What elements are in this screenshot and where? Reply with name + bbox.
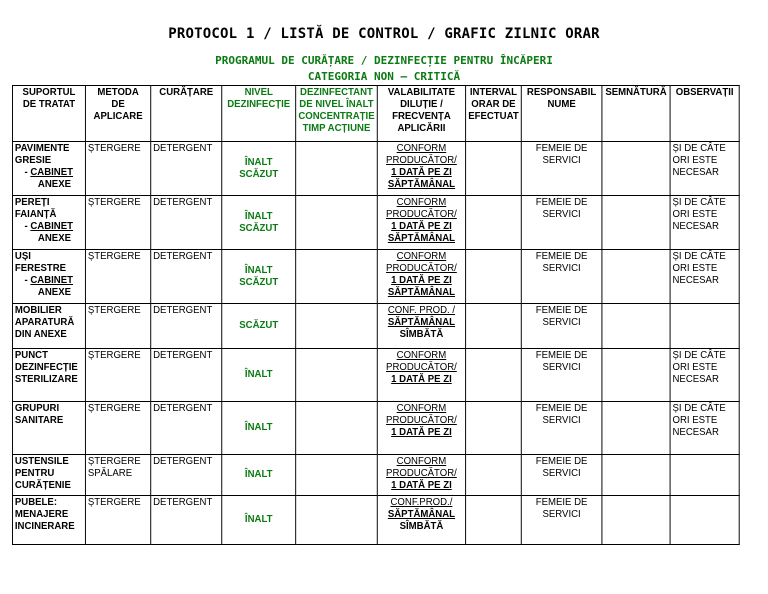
header-line: DEZINFECTANT [300,87,373,98]
cell-nivel [222,455,296,496]
table-header-row [12,86,739,142]
observatii-line: ȘI DE CÂTE [672,403,726,414]
header-nivel [222,86,296,142]
cell-observatii [670,349,739,402]
cell-nivel [222,304,296,349]
responsabil-line: SERVICI [542,209,581,220]
cell-valabilitate [377,304,465,349]
metoda-line: ȘTERGERE [87,197,141,208]
header-line: EFECTUAT [468,111,519,122]
nivel-line: SCĂZUT [239,222,279,234]
observatii-line: ORI ESTE [672,263,718,274]
cell-curatare [151,304,222,349]
cell-semnatura [602,142,670,196]
suport-sub-label: CABINET [30,221,74,232]
suport-line: PUNCT [14,350,48,361]
metoda-line: ȘTERGERE [87,251,141,262]
cell-responsabil [521,402,602,455]
header-metoda [85,86,150,142]
cell-suport [12,496,85,545]
suport-line: APARATURĂ [14,317,75,328]
table-row [12,349,739,402]
suport-line: CURĂȚENIE [14,480,71,491]
cell-interval [466,196,522,250]
curatare-value: DETERGENT [153,456,213,467]
header-line: NUME [547,99,576,110]
header-dezinfectant [296,86,378,142]
cell-semnatura [602,304,670,349]
valabilitate-line: CONFORM [396,251,447,262]
cell-observatii [670,455,739,496]
table-row [12,402,739,455]
valabilitate-line: 1 DATĂ PE ZI [391,427,452,438]
responsabil-line: SERVICI [542,317,581,328]
valabilitate-line: 1 DATĂ PE ZI [391,167,452,178]
cell-valabilitate [377,402,465,455]
responsabil-line: SERVICI [542,509,581,520]
curatare-value: DETERGENT [153,197,213,208]
valabilitate-line: CONF. PROD. / [387,305,456,316]
cell-curatare [151,455,222,496]
metoda-line: ȘTERGERE [87,497,141,508]
cell-curatare [151,142,222,196]
valabilitate-line: 1 DATĂ PE ZI [391,480,452,491]
curatare-value: DETERGENT [153,305,213,316]
header-semnatura [602,86,670,142]
valabilitate-line: 1 DATĂ PE ZI [391,275,452,286]
valabilitate-line: PRODUCĂTOR/ [386,362,457,373]
header-line: METODA [97,87,139,98]
suport-subline: - CABINET [24,167,74,178]
table-row [12,250,739,304]
cell-dezinfectant [296,196,378,250]
cell-interval [466,304,522,349]
responsabil-line: SERVICI [542,415,581,426]
cell-nivel [222,250,296,304]
cell-responsabil [521,349,602,402]
header-line: DE TRATAT [22,99,76,110]
suport-line: INCINERARE [14,521,75,532]
cell-nivel [222,142,296,196]
nivel-line: ÎNALT [244,264,273,276]
curatare-value: DETERGENT [153,350,213,361]
nivel-line: ÎNALT [244,210,273,222]
cell-responsabil [521,250,602,304]
cell-curatare [151,250,222,304]
suport-line: MOBILIER [14,305,62,316]
cell-responsabil [521,196,602,250]
observatii-line: ORI ESTE [672,155,718,166]
metoda-line: ȘTERGERE [87,456,141,467]
header-line: NIVEL [244,87,273,98]
suport-subline: - CABINET [24,275,74,286]
cell-suport [12,455,85,496]
nivel-line: SCĂZUT [239,276,279,288]
valabilitate-line: PRODUCĂTOR/ [386,415,457,426]
cell-metoda [85,455,150,496]
header-line: SUPORTUL [22,87,76,98]
suport-line: PUBELE: [14,497,58,508]
responsabil-line: SERVICI [542,155,581,166]
document-title: PROTOCOL 1 / LISTĂ DE CONTROL / GRAFIC ZILNIC ORAR [168,26,600,42]
suport-line: FAIANȚĂ [14,209,57,220]
suport-line: USTENSILE [14,456,69,467]
cell-valabilitate [377,142,465,196]
observatii-line: ȘI DE CÂTE [672,143,726,154]
cell-metoda [85,349,150,402]
cell-responsabil [521,455,602,496]
suport-line: DIN ANEXE [14,329,67,340]
cell-dezinfectant [296,349,378,402]
suport-line: PENTRU [14,468,55,479]
cell-metoda [85,142,150,196]
cell-suport [12,142,85,196]
cell-semnatura [602,496,670,545]
observatii-line: ȘI DE CÂTE [672,251,726,262]
suport-line: GRESIE [14,155,52,166]
table-row [12,496,739,545]
header-line: VALABILITATE [387,87,456,98]
valabilitate-line: CONFORM [396,456,447,467]
suport-line: DEZINFECȚIE [14,362,78,373]
observatii-line: NECESAR [672,167,719,178]
cell-suport [12,250,85,304]
responsabil-line: FEMEIE DE [535,251,588,262]
nivel-line: SCĂZUT [239,320,279,331]
cell-semnatura [602,349,670,402]
cell-suport [12,349,85,402]
cell-nivel [222,402,296,455]
responsabil-line: SERVICI [542,362,581,373]
header-line: DE [111,99,125,110]
cell-metoda [85,402,150,455]
cleaning-schedule-table [12,85,740,545]
valabilitate-line: PRODUCĂTOR/ [386,263,457,274]
curatare-value: DETERGENT [153,403,213,414]
valabilitate-line: CONFORM [396,143,447,154]
table-row [12,455,739,496]
responsabil-line: FEMEIE DE [535,197,588,208]
valabilitate-line: SĂPTĂMÂNAL [387,287,456,298]
metoda-line: SPĂLARE [87,468,133,479]
cell-interval [466,402,522,455]
cell-interval [466,250,522,304]
cell-observatii [670,304,739,349]
nivel-line: ÎNALT [244,422,273,433]
cell-nivel [222,349,296,402]
valabilitate-line: SĂPTĂMÂNAL [387,179,456,190]
curatare-value: DETERGENT [153,497,213,508]
cell-responsabil [521,142,602,196]
cell-valabilitate [377,196,465,250]
responsabil-line: SERVICI [542,263,581,274]
header-interval [466,86,522,142]
cell-metoda [85,496,150,545]
metoda-line: ȘTERGERE [87,305,141,316]
suport-subline: - CABINET [24,221,74,232]
table-row [12,142,739,196]
curatare-value: DETERGENT [153,251,213,262]
cell-nivel [222,496,296,545]
cell-semnatura [602,402,670,455]
valabilitate-line: SĂPTĂMÂNAL [387,317,456,328]
valabilitate-line: SÎMBĂTĂ [399,329,444,340]
suport-line: FERESTRE [14,263,67,274]
document-category: CATEGORIA NON – CRITICĂ [307,70,461,83]
header-responsabil [521,86,602,142]
cell-responsabil [521,496,602,545]
suport-line: PAVIMENTE [14,143,70,154]
cell-dezinfectant [296,250,378,304]
valabilitate-line: CONFORM [396,350,447,361]
header-valabilitate [377,86,465,142]
cell-suport [12,196,85,250]
cell-curatare [151,196,222,250]
table-row [12,304,739,349]
cell-curatare [151,349,222,402]
cell-valabilitate [377,455,465,496]
cell-interval [466,455,522,496]
cell-observatii [670,402,739,455]
header-suport [12,86,85,142]
observatii-line: ORI ESTE [672,362,718,373]
observatii-line: ORI ESTE [672,209,718,220]
valabilitate-line: SÎMBĂTĂ [399,521,444,532]
header-line: RESPONSABIL [526,87,597,98]
valabilitate-line: CONFORM [396,403,447,414]
header-curatare [151,86,222,142]
header-line: DILUȚIE / [400,99,443,110]
suport-sub2: ANEXE [37,179,71,190]
header-line: DEZINFECȚIE [227,99,291,110]
nivel-line: SCĂZUT [239,168,279,180]
suport-line: PEREȚI [14,197,50,208]
cell-dezinfectant [296,455,378,496]
metoda-line: ȘTERGERE [87,143,141,154]
header-line: APLICARE [93,111,143,122]
cell-suport [12,304,85,349]
observatii-line: NECESAR [672,275,719,286]
header-line: DE NIVEL ÎNALT [299,99,374,110]
cell-valabilitate [377,496,465,545]
cell-curatare [151,402,222,455]
header-line: CONCENTRAȚIE [298,111,375,122]
cell-metoda [85,304,150,349]
cell-suport [12,402,85,455]
nivel-line: ÎNALT [244,469,273,480]
cell-semnatura [602,455,670,496]
cell-semnatura [602,250,670,304]
cell-interval [466,349,522,402]
valabilitate-line: CONFORM [396,197,447,208]
valabilitate-line: PRODUCĂTOR/ [386,209,457,220]
header-line: CURĂȚARE [159,87,214,98]
header-line: INTERVAL [469,87,517,98]
suport-sub-label: CABINET [30,167,74,178]
nivel-line: ÎNALT [244,369,273,380]
header-line: TIMP ACȚIUNE [302,123,371,134]
responsabil-line: FEMEIE DE [535,143,588,154]
observatii-line: NECESAR [672,427,719,438]
cell-dezinfectant [296,142,378,196]
responsabil-line: FEMEIE DE [535,456,588,467]
cell-dezinfectant [296,402,378,455]
table-row [12,196,739,250]
cell-valabilitate [377,250,465,304]
responsabil-line: SERVICI [542,468,581,479]
responsabil-line: FEMEIE DE [535,350,588,361]
header-line: ORAR DE [471,99,516,110]
valabilitate-line: CONF.PROD./ [390,497,453,508]
nivel-line: ÎNALT [244,514,273,525]
header-line: FRECVENȚA [392,111,451,122]
curatare-value: DETERGENT [153,143,213,154]
observatii-line: ORI ESTE [672,415,718,426]
cell-metoda [85,250,150,304]
cell-metoda [85,196,150,250]
observatii-line: ȘI DE CÂTE [672,350,726,361]
metoda-line: ȘTERGERE [87,403,141,414]
cell-dezinfectant [296,304,378,349]
header-line: APLICĂRII [397,123,446,134]
cell-semnatura [602,196,670,250]
observatii-line: NECESAR [672,374,719,385]
valabilitate-line: PRODUCĂTOR/ [386,155,457,166]
cell-observatii [670,250,739,304]
suport-line: SANITARE [14,415,64,426]
valabilitate-line: PRODUCĂTOR/ [386,468,457,479]
suport-line: MENAJERE [14,509,69,520]
header-observatii [670,86,739,142]
observatii-line: NECESAR [672,221,719,232]
cell-nivel [222,196,296,250]
suport-line: UȘI [14,251,31,262]
valabilitate-line: 1 DATĂ PE ZI [391,374,452,385]
cell-curatare [151,496,222,545]
metoda-line: ȘTERGERE [87,350,141,361]
cell-valabilitate [377,349,465,402]
observatii-line: ȘI DE CÂTE [672,197,726,208]
suport-line: STERILIZARE [14,374,78,385]
cell-observatii [670,496,739,545]
cell-interval [466,142,522,196]
document-subtitle: PROGRAMUL DE CURĂȚARE / DEZINFECȚIE PENTRU ÎNCĂPERI [215,54,553,67]
valabilitate-line: 1 DATĂ PE ZI [391,221,452,232]
cell-interval [466,496,522,545]
suport-sub-label: CABINET [30,275,74,286]
responsabil-line: FEMEIE DE [535,305,588,316]
suport-sub2: ANEXE [37,233,71,244]
valabilitate-line: SĂPTĂMÂNAL [387,233,456,244]
cell-responsabil [521,304,602,349]
cell-observatii [670,196,739,250]
cell-observatii [670,142,739,196]
valabilitate-line: SĂPTĂMÂNAL [387,509,456,520]
header-line: SEMNĂTURĂ [605,87,667,98]
cell-dezinfectant [296,496,378,545]
suport-sub2: ANEXE [37,287,71,298]
nivel-line: ÎNALT [244,156,273,168]
suport-line: GRUPURI [14,403,60,414]
responsabil-line: FEMEIE DE [535,403,588,414]
responsabil-line: FEMEIE DE [535,497,588,508]
header-line: OBSERVAȚII [675,87,734,98]
